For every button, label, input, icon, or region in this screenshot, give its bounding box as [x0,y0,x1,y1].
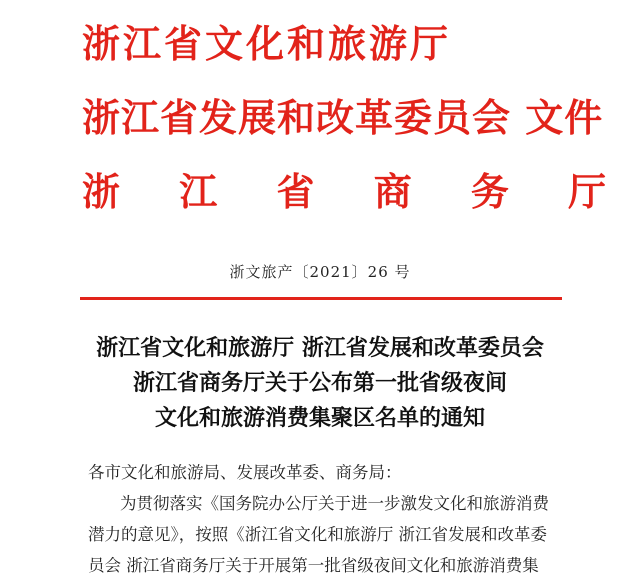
issuer-culture-tourism: 浙江省文化和旅游厅 [82,21,452,66]
issuer-commerce: 浙 江 省 商 务 厅 [82,169,630,214]
body-line-1: 为贯彻落实《国务院办公厅关于进一步激发文化和旅游消费 [120,494,549,513]
document-number: 浙文旅产〔2021〕26 号 [229,263,411,281]
notice-title-line-2: 浙江省商务厅关于公布第一批省级夜间 [132,370,507,396]
notice-title-line-1: 浙江省文化和旅游厅 浙江省发展和改革委员会 [96,335,544,361]
red-header-rule [80,297,562,300]
body-line-3: 员会 浙江省商务厅关于开展第一批省级夜间文化和旅游消费集 [88,556,539,575]
body-line-2: 潜力的意见》，按照《浙江省文化和旅游厅 浙江省发展和改革委 [88,525,547,544]
issuer-development-reform: 浙江省发展和改革委员会 文件 [82,95,604,140]
salutation: 各市文化和旅游局、发展改革委、商务局： [88,463,402,482]
notice-title-line-3: 文化和旅游消费集聚区名单的通知 [154,405,485,431]
